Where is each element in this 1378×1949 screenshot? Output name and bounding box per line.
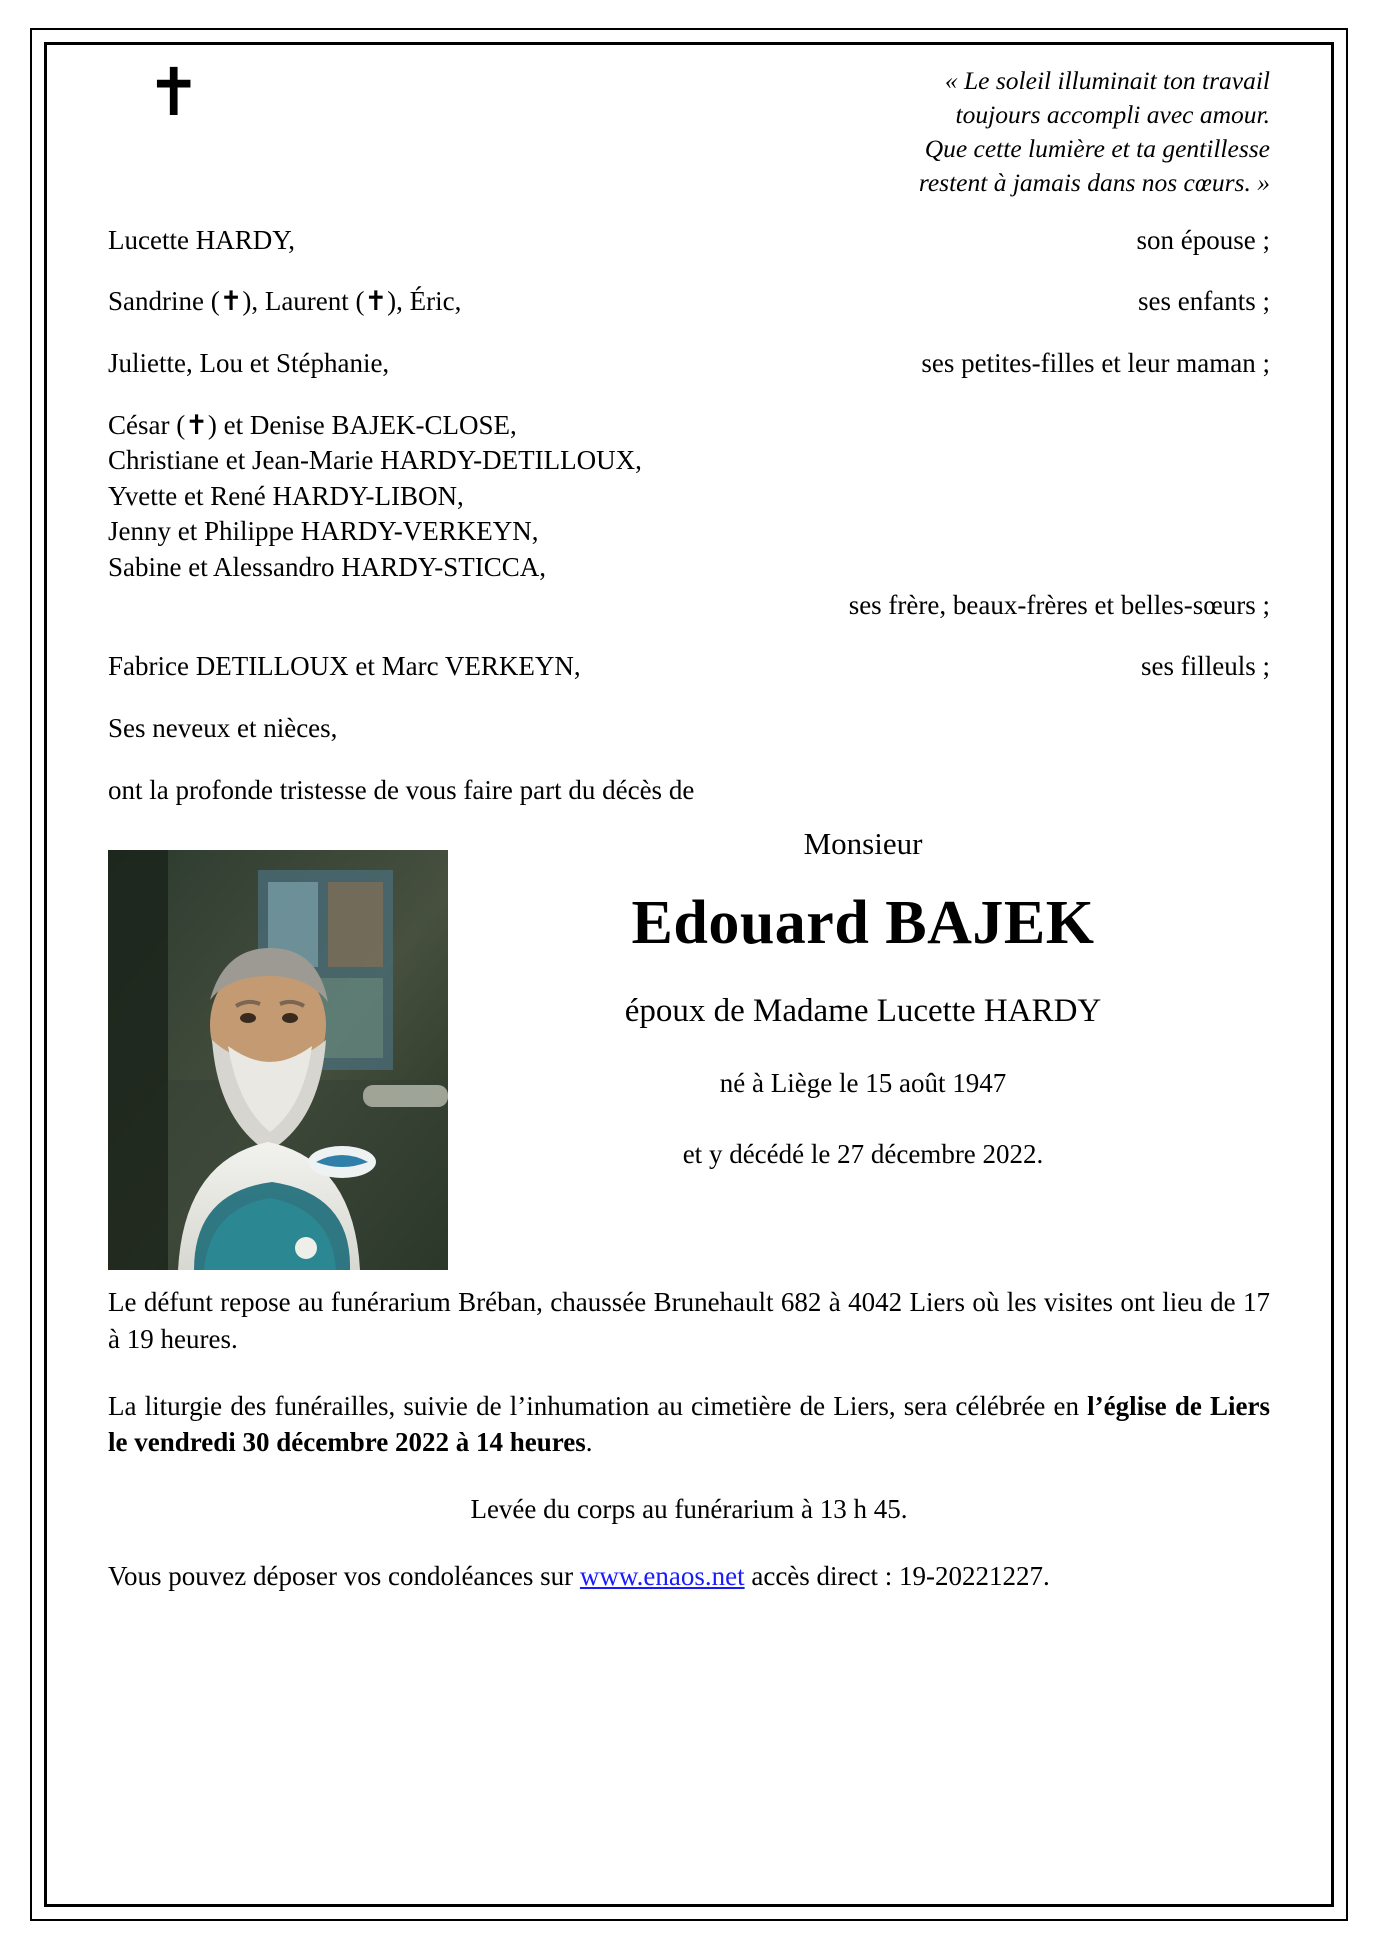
liturgy-highlight: l’église de Liers le vendredi 30 décembre 2022 à 14 heures <box>108 1390 1270 1458</box>
relation-row-nephews: Ses neveux et nièces, <box>108 712 338 743</box>
epigraph-line-1: « Le soleil illuminait ton travail <box>944 66 1270 95</box>
card-content <box>108 54 1270 1624</box>
relation-names: César (✝) et Denise BAJEK-CLOSE, <box>108 409 517 440</box>
relation-names: Yvette et René HARDY-LIBON, <box>108 480 464 511</box>
condolences-suffix: accès direct : 19-20221227. <box>744 1560 1050 1591</box>
deceased-spouse-line: époux de Madame Lucette HARDY <box>624 993 1102 1030</box>
relation-row-godchildren <box>108 649 1270 685</box>
relation-label: son épouse ; <box>1136 224 1270 255</box>
photo-illustration <box>108 850 448 1270</box>
paragraph-condolences <box>108 1558 1270 1595</box>
cross-icon: ✝ <box>146 54 202 131</box>
relation-names: Fabrice DETILLOUX et Marc VERKEYN, <box>108 651 581 682</box>
liturgy-suffix: . <box>585 1427 593 1458</box>
relation-names: Jenny et Philippe HARDY-VERKEYN, <box>108 516 539 547</box>
header <box>108 54 1270 201</box>
details-section <box>108 1284 1270 1594</box>
paragraph-funerarium: Le défunt repose au funérarium Bréban, chaussée Brunehault 682 à 4042 Liers où les visites ont lieu de 17 à 19 heures. <box>108 1287 1270 1354</box>
deceased-name: Edouard BAJEK <box>631 889 1095 958</box>
paragraph-levee: Levée du corps au funérarium à 13 h 45. <box>470 1494 908 1524</box>
epigraph-line-4: restent à jamais dans nos cœurs. » <box>918 168 1270 198</box>
paragraph-liturgy <box>108 1388 1270 1461</box>
relation-label: ses filleuls ; <box>1141 651 1270 682</box>
relation-names: Sandrine (✝), Laurent (✝), Éric, <box>108 286 462 317</box>
relation-names: Juliette, Lou et Stéphanie, <box>108 347 390 378</box>
deceased-death-line: et y décédé le 27 décembre 2022. <box>682 1139 1044 1170</box>
relation-label: ses petites-filles et leur maman ; <box>921 347 1270 378</box>
relation-label: ses enfants ; <box>1138 286 1270 317</box>
relation-label: ses frère, beaux-frères et belles-sœurs ; <box>848 589 1270 620</box>
relation-names: Lucette HARDY, <box>108 224 295 255</box>
relation-row-siblings <box>108 408 1270 624</box>
relation-row-grandchildren <box>108 346 1270 382</box>
epigraph-line-2: toujours accompli avec amour. <box>955 100 1270 130</box>
deceased-block <box>108 826 1270 1246</box>
relations-list <box>108 223 1270 809</box>
relation-row-children <box>108 284 1270 320</box>
liturgy-prefix: La liturgie des funérailles, suivie de l’inhumation au cimetière de Liers, sera célébrée en <box>108 1390 1088 1421</box>
condolences-link[interactable]: www.enaos.net <box>579 1560 745 1591</box>
relation-names: Sabine et Alessandro HARDY-STICCA, <box>108 552 546 582</box>
relation-names: Christiane et Jean-Marie HARDY-DETILLOUX, <box>108 445 642 476</box>
epigraph-line-3: Que cette lumière et ta gentillesse <box>924 134 1270 164</box>
announcement-text: ont la profonde tristesse de vous faire part du décès de <box>108 774 695 805</box>
deceased-photo <box>108 850 448 1270</box>
condolences-prefix: Vous pouvez déposer vos condoléances sur <box>108 1560 580 1591</box>
deceased-birth-line: né à Liège le 15 août 1947 <box>719 1068 1007 1099</box>
deceased-title: Monsieur <box>803 826 923 862</box>
deceased-text <box>448 826 1270 1170</box>
relation-row-spouse <box>108 223 1270 259</box>
epigraph <box>630 64 1270 201</box>
